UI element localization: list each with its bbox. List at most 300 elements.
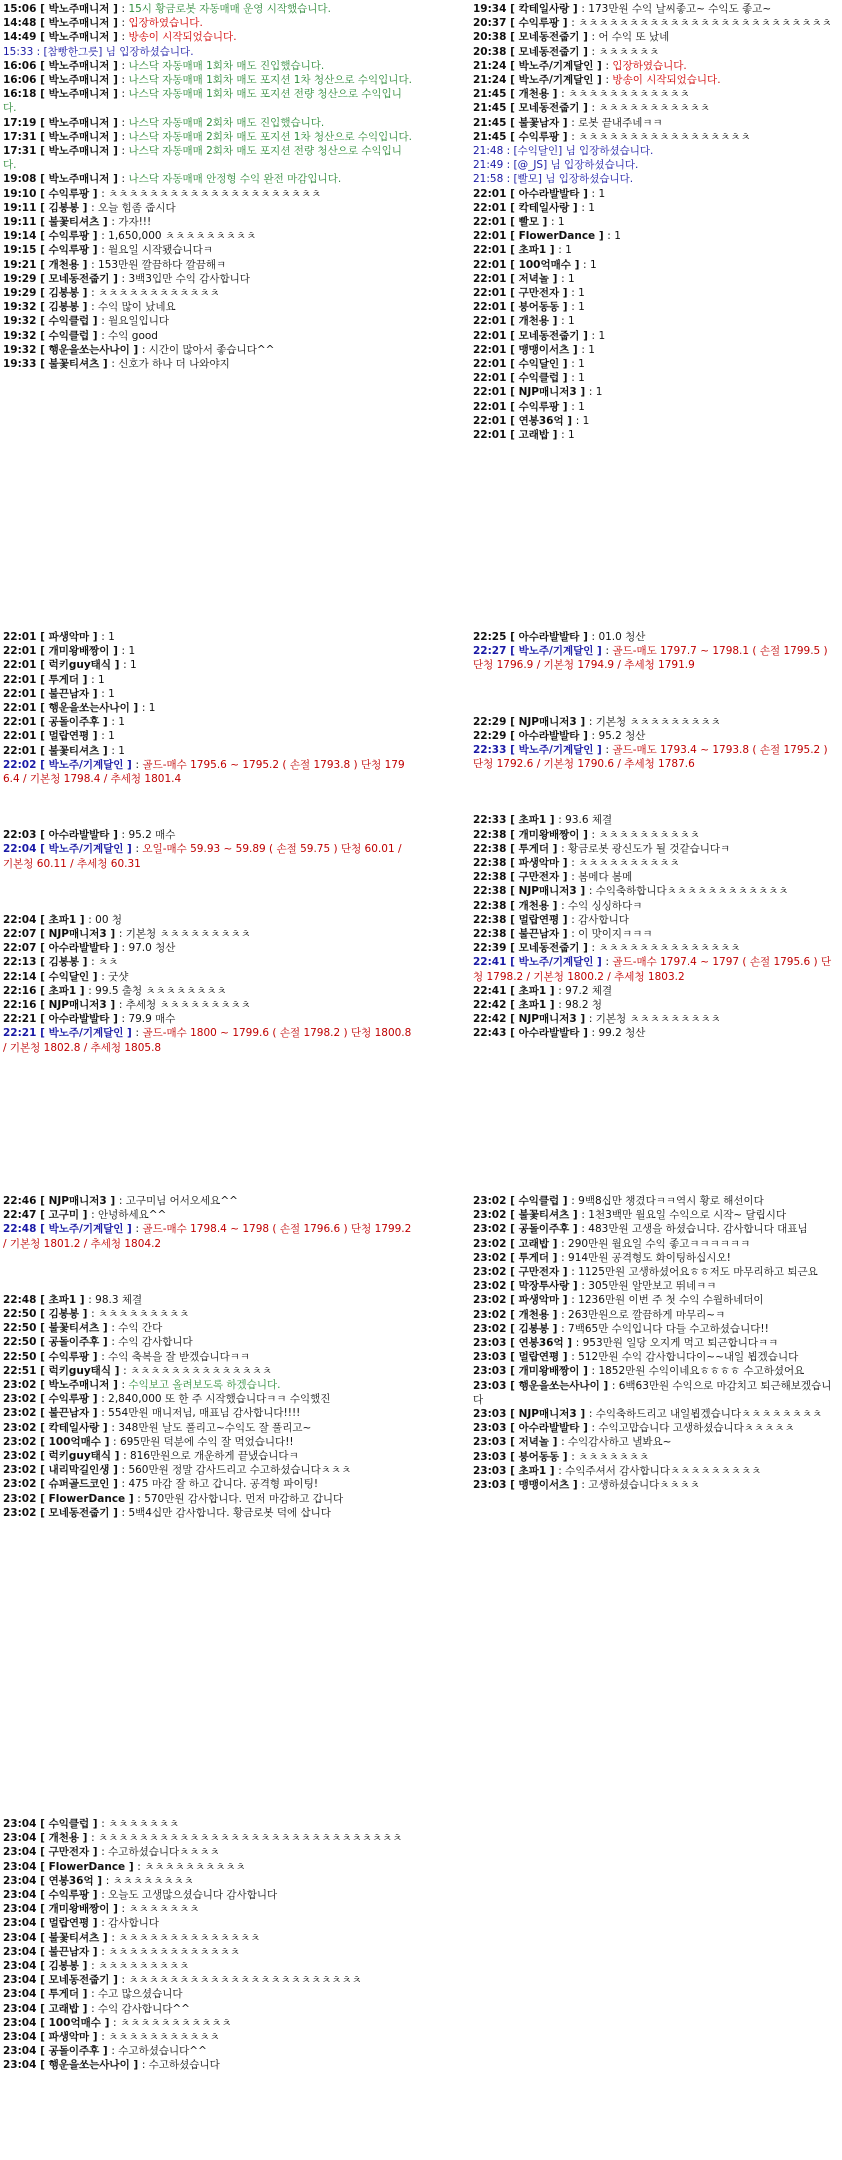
message-nickname: 내리막길인생 [48, 1464, 110, 1477]
message-nickname: 투게더 [518, 1251, 549, 1264]
message-separator: : [571, 913, 579, 926]
nick-bracket-close: ] [559, 1294, 572, 1307]
message-timestamp: 23:04 [3, 2059, 37, 2072]
message-text: 1 [118, 744, 125, 757]
message-timestamp: 23:02 [473, 1209, 507, 1222]
message-text: 오늘도 고생많으셨습니다 감사합니다 [108, 1889, 278, 1902]
nick-bracket-close: ] [109, 1379, 122, 1392]
message-timestamp: 23:04 [3, 1903, 37, 1916]
message-separator: : [91, 1308, 99, 1321]
message-text: 953만원 일당 오지게 먹고 퇴근합니다ㅋㅋ [582, 1337, 779, 1350]
message-separator: : [581, 1209, 589, 1222]
nick-bracket-close: ] [559, 871, 572, 884]
nick-bracket-close: ] [76, 984, 89, 997]
message-separator: : [111, 1421, 119, 1434]
message-text: 1 [578, 372, 585, 385]
message-separator: : [605, 956, 613, 969]
message-text: 2,840,000 또 한 주 시작했습니다ㅋㅋ 수익했진 [108, 1393, 331, 1406]
message-nickname: 구만전자 [518, 287, 560, 300]
message-nickname: 붕어동동 [518, 1450, 560, 1463]
chat-message [3, 1208, 412, 1222]
chat-message [3, 187, 412, 201]
nick-bracket-open: [ [506, 429, 519, 442]
nick-bracket-close: ] [549, 899, 562, 912]
chat-message [3, 343, 412, 357]
message-text: 1 [108, 687, 115, 700]
system-message: 21:49 : [@_JS] 님 입장하셨습니다. [473, 159, 639, 172]
chat-message [473, 1364, 839, 1378]
nick-bracket-close: ] [79, 1832, 92, 1845]
message-nickname: 수익루팡 [48, 244, 90, 257]
message-nickname: 불꽃티셔츠 [48, 358, 100, 371]
message-timestamp: 22:50 [3, 1322, 37, 1335]
nick-bracket-open: [ [506, 715, 519, 728]
nick-bracket-open: [ [36, 329, 49, 342]
chat-message [3, 2044, 412, 2058]
message-timestamp: 19:32 [3, 301, 37, 314]
nick-bracket-open: [ [36, 1393, 49, 1406]
chat-message [3, 30, 412, 44]
message-text: 7백65만 수익입니다 다들 수고하셨습니다!! [568, 1322, 769, 1335]
message-text: 안녕하세요^^ [98, 1209, 167, 1222]
message-separator: : [571, 1450, 579, 1463]
nick-bracket-close: ] [109, 74, 122, 87]
chat-message [3, 1831, 412, 1845]
message-separator: : [123, 659, 130, 672]
message-text: 1 [565, 244, 572, 257]
nick-bracket-close: ] [99, 1931, 112, 1944]
chat-message [473, 215, 839, 229]
nick-bracket-close: ] [546, 244, 559, 257]
nick-bracket-close: ] [538, 216, 551, 229]
nick-bracket-open: [ [36, 758, 49, 771]
chat-panel-6 [470, 1192, 842, 1832]
nick-bracket-open: [ [506, 287, 519, 300]
nick-bracket-open: [ [36, 1379, 49, 1392]
message-separator: : [558, 984, 566, 997]
message-nickname: NJP매니저3 [48, 1195, 107, 1207]
message-nickname: 수익달인 [518, 358, 560, 371]
message-timestamp: 16:18 [3, 88, 37, 101]
nick-bracket-open: [ [506, 999, 519, 1012]
chat-message [473, 286, 839, 300]
message-separator: : [121, 145, 129, 158]
nick-bracket-close: ] [546, 999, 559, 1012]
message-text: ㅊㅊㅊㅊㅊㅊㅊ [578, 1450, 650, 1463]
message-nickname: 박노주/기계달인 [518, 74, 594, 87]
message-nickname: 박노주/기계달인 [48, 843, 124, 856]
message-nickname: 모네동전줍기 [518, 31, 580, 44]
message-timestamp: 22:47 [3, 1209, 37, 1222]
line-gap [3, 1251, 412, 1293]
message-separator: : [591, 1027, 599, 1040]
message-separator: : [135, 1027, 143, 1040]
chat-message [473, 1464, 839, 1478]
message-timestamp: 22:01 [3, 730, 37, 743]
message-text: 수익 감사합니다 [118, 1336, 193, 1349]
message-separator: : [121, 3, 129, 15]
message-timestamp: 23:02 [473, 1237, 507, 1250]
chat-message [473, 314, 839, 328]
nick-bracket-close: ] [89, 1945, 102, 1958]
nick-bracket-open: [ [36, 116, 49, 129]
chat-message [3, 59, 412, 73]
message-separator: : [588, 1013, 596, 1026]
message-text: 수고 많으셨습니다 [98, 1988, 183, 2001]
message-separator: : [121, 1464, 129, 1477]
nick-bracket-open: [ [36, 673, 49, 686]
message-timestamp: 22:25 [473, 631, 507, 643]
message-nickname: 아수라발발타 [518, 187, 580, 200]
chat-message [3, 1293, 412, 1307]
nick-bracket-open: [ [36, 843, 49, 856]
nick-bracket-close: ] [576, 885, 589, 898]
message-timestamp: 23:02 [3, 1435, 37, 1448]
nick-bracket-open: [ [36, 702, 49, 715]
nick-bracket-open: [ [36, 301, 49, 314]
message-timestamp: 23:03 [473, 1464, 507, 1477]
nick-bracket-close: ] [99, 358, 112, 371]
nick-bracket-close: ] [559, 1450, 572, 1463]
message-timestamp: 22:01 [473, 244, 507, 257]
message-nickname: 행운을쏘는사나이 [48, 343, 130, 356]
message-text: ㅊㅊㅊㅊㅊㅊㅊㅊㅊㅊㅊ [108, 2031, 220, 2044]
message-separator: : [123, 1450, 130, 1463]
message-nickname: 고래밥 [518, 429, 549, 442]
nick-bracket-open: [ [36, 2002, 49, 2015]
message-timestamp: 23:02 [3, 1450, 37, 1463]
message-text: 79.9 매수 [128, 1013, 176, 1026]
message-text: 골드-매도 1797.7 ~ 1798.1 ( 손절 1799.5 ) 단청 1796.9 / 기본청 1794.9 / 추세청 1791.9 [473, 645, 828, 672]
chat-message [3, 1321, 412, 1335]
message-separator: : [605, 74, 613, 87]
chat-message [473, 842, 839, 856]
nick-bracket-close: ] [106, 999, 119, 1012]
message-nickname: 박노주매니저 [48, 173, 110, 186]
message-separator: : [111, 1931, 119, 1944]
message-separator: : [605, 645, 613, 658]
message-text: ㅊㅊㅊㅊㅊㅊㅊㅊㅊㅊㅊㅊㅊㅊㅊㅊㅊㅊㅊㅊㅊㅊㅊㅊㅊㅊㅊㅊㅊㅊ [98, 1832, 403, 1845]
nick-bracket-close: ] [76, 1293, 89, 1306]
nick-bracket-close: ] [549, 1322, 562, 1335]
message-separator: : [121, 1478, 129, 1491]
message-text: 오늘 힘좀 줍시다 [98, 201, 176, 214]
message-text: 99.5 출청 ㅊㅊㅊㅊㅊㅊㅊㅊ [95, 984, 227, 997]
chat-message [473, 1435, 839, 1449]
chat-message [3, 16, 412, 30]
message-text: 1 [108, 730, 115, 743]
message-text: 1 [578, 400, 585, 413]
message-nickname: 불꽃티셔츠 [48, 1931, 100, 1944]
message-timestamp: 23:04 [3, 1931, 37, 1944]
chat-message [473, 1026, 839, 1040]
message-separator: : [561, 315, 569, 328]
message-separator: : [561, 899, 569, 912]
message-nickname: 수익클럽 [48, 315, 90, 328]
message-timestamp: 22:41 [473, 956, 507, 969]
nick-bracket-open: [ [36, 1874, 49, 1887]
chat-message [473, 300, 839, 314]
nick-bracket-close: ] [559, 913, 572, 926]
message-nickname: 김봉봉 [48, 1308, 79, 1321]
chat-message [3, 1945, 412, 1959]
message-nickname: 칵테일사랑 [518, 3, 570, 15]
message-nickname: 초파1 [48, 913, 77, 926]
nick-bracket-open: [ [36, 659, 49, 672]
nick-bracket-open: [ [506, 187, 519, 200]
message-timestamp: 22:39 [473, 942, 507, 955]
message-timestamp: 23:02 [473, 1308, 507, 1321]
message-timestamp: 19:33 [3, 358, 37, 371]
message-timestamp: 19:14 [3, 230, 37, 243]
line-gap [473, 673, 839, 715]
message-timestamp: 22:01 [473, 414, 507, 427]
message-separator: : [558, 244, 566, 257]
chat-message [3, 913, 412, 927]
message-timestamp: 22:01 [473, 301, 507, 314]
message-nickname: NJP매니저3 [518, 1408, 577, 1421]
message-text: 수익 감사합니다^^ [98, 2002, 190, 2015]
chat-message [473, 73, 839, 87]
nick-bracket-open: [ [36, 17, 49, 30]
message-text: 기본청 ㅊㅊㅊㅊㅊㅊㅊㅊㅊ [125, 928, 251, 941]
message-nickname: 공돌이주후 [518, 1223, 570, 1236]
message-separator: : [121, 829, 129, 842]
message-text: ㅊㅊㅊㅊㅊㅊㅊ [128, 1903, 200, 1916]
chat-message [473, 729, 839, 743]
chat-message [3, 941, 412, 955]
message-nickname: 초파1 [518, 999, 547, 1012]
nick-bracket-open: [ [36, 1492, 49, 1505]
nick-bracket-open: [ [36, 1960, 49, 1973]
chat-message [3, 1350, 412, 1364]
message-timestamp: 15:06 [3, 3, 37, 15]
message-text: 수익보고 올려보도록 하겠습니다. [128, 1379, 281, 1392]
message-nickname: 칵테일사랑 [518, 201, 570, 214]
message-text: 560만원 정말 감사드리고 수고하셨습니다ㅊㅊㅊ [128, 1464, 352, 1477]
message-timestamp: 22:01 [3, 687, 37, 700]
message-separator: : [101, 315, 109, 328]
message-separator: : [561, 1322, 569, 1335]
message-nickname: 김봉봉 [48, 1960, 79, 1973]
message-timestamp: 23:02 [473, 1322, 507, 1335]
message-timestamp: 22:01 [3, 702, 37, 715]
chat-message [3, 1012, 412, 1026]
nick-bracket-open: [ [36, 1308, 49, 1321]
nick-bracket-close: ] [89, 329, 102, 342]
message-nickname: 불꽃티셔츠 [518, 1209, 570, 1222]
message-nickname: 개미왕배짱이 [518, 1365, 580, 1378]
nick-bracket-open: [ [36, 1945, 49, 1958]
nick-bracket-open: [ [36, 1336, 49, 1349]
nick-bracket-open: [ [36, 1322, 49, 1335]
message-text: 6백63만원 수익으로 마감치고 퇴근해보겠습니다 [473, 1379, 832, 1406]
nick-bracket-open: [ [506, 1408, 519, 1421]
message-text: 570만원 감사합니다. 먼저 마감하고 갑니다 [144, 1492, 344, 1505]
message-separator: : [591, 631, 599, 643]
message-separator: : [101, 244, 109, 257]
system-message: 21:58 : [빨모] 님 입장하셨습니다. [473, 173, 634, 186]
nick-bracket-close: ] [110, 1364, 124, 1377]
nick-bracket-close: ] [89, 1917, 102, 1930]
nick-bracket-open: [ [506, 913, 519, 926]
message-separator: : [571, 928, 579, 941]
nick-bracket-close: ] [579, 631, 592, 643]
nick-bracket-close: ] [109, 1974, 122, 1987]
message-text: 1 [589, 258, 597, 271]
chat-message [3, 630, 412, 644]
chat-message [473, 343, 839, 357]
message-timestamp: 22:46 [3, 1195, 37, 1207]
chat-message [3, 758, 412, 786]
chat-message [473, 941, 839, 955]
message-timestamp: 23:04 [3, 2016, 37, 2029]
nick-bracket-close: ] [549, 1251, 562, 1264]
message-text: ㅊㅊㅊㅊㅊㅊㅊㅊㅊㅊㅊㅊㅊㅊㅊㅊㅊㅊㅊㅊㅊㅊㅊ [128, 1974, 362, 1987]
message-nickname: 모네동전줍기 [48, 1506, 110, 1519]
message-text: 97.0 청산 [128, 942, 176, 955]
message-timestamp: 23:04 [3, 2031, 37, 2044]
message-timestamp: 22:50 [3, 1350, 37, 1363]
nick-bracket-open: [ [506, 17, 519, 30]
nick-bracket-open: [ [506, 116, 519, 129]
message-timestamp: 23:03 [473, 1479, 507, 1492]
chat-message [3, 357, 412, 371]
nick-bracket-close: ] [109, 272, 122, 285]
chat-message [3, 1959, 412, 1973]
nick-bracket-close: ] [559, 17, 572, 30]
chat-message [3, 201, 412, 215]
message-nickname: 연봉36억 [518, 1337, 564, 1350]
chat-message [3, 1378, 412, 1392]
message-separator: : [111, 716, 119, 729]
nick-bracket-open: [ [36, 687, 49, 700]
message-timestamp: 23:02 [3, 1421, 37, 1434]
message-timestamp: 23:02 [473, 1294, 507, 1307]
nick-bracket-open: [ [36, 3, 49, 15]
message-text: 수익축하드리고 내일뵙겠습니다ㅊㅊㅊㅊㅊㅊㅊㅊ [595, 1408, 823, 1421]
chat-message [3, 1874, 412, 1888]
message-timestamp: 22:01 [473, 343, 507, 356]
nick-bracket-close: ] [110, 659, 124, 672]
chat-message [3, 729, 412, 743]
nick-bracket-open: [ [36, 358, 49, 371]
message-timestamp: 22:48 [3, 1293, 37, 1306]
message-timestamp: 19:15 [3, 244, 37, 257]
nick-bracket-open: [ [36, 1988, 49, 2001]
nick-bracket-open: [ [506, 88, 519, 101]
nick-bracket-close: ] [546, 1464, 559, 1477]
chat-message [3, 1222, 412, 1250]
message-text: 1 [578, 358, 585, 371]
message-separator: : [571, 372, 579, 385]
nick-bracket-open: [ [506, 928, 519, 941]
message-separator: : [571, 1266, 579, 1279]
nick-bracket-close: ] [99, 216, 112, 229]
message-text: 시간이 많아서 좋습니다^^ [148, 343, 275, 356]
message-timestamp: 22:38 [473, 828, 507, 841]
nick-bracket-open: [ [506, 1479, 519, 1492]
chat-message [473, 371, 839, 385]
message-separator: : [581, 201, 589, 214]
message-timestamp: 14:49 [3, 31, 37, 44]
nick-bracket-open: [ [506, 1422, 519, 1435]
nick-bracket-open: [ [36, 942, 49, 955]
message-nickname: 불끈남자 [518, 928, 560, 941]
nick-bracket-close: ] [109, 1478, 122, 1491]
nick-bracket-close: ] [569, 343, 582, 356]
nick-bracket-open: [ [36, 315, 49, 328]
message-text: 입장하였습니다. [612, 59, 687, 72]
nick-bracket-open: [ [36, 984, 49, 997]
nick-bracket-open: [ [506, 230, 519, 243]
chat-message [3, 1973, 412, 1987]
message-separator: : [561, 1251, 569, 1264]
message-nickname: 수익루팡 [48, 1393, 90, 1406]
message-separator: : [91, 1988, 99, 2001]
message-timestamp: 23:04 [3, 1874, 37, 1887]
nick-bracket-close: ] [123, 843, 136, 856]
chat-message [3, 1392, 412, 1406]
chat-message [473, 1336, 839, 1350]
message-nickname: 아수라발발타 [48, 1013, 110, 1026]
message-nickname: 100억매수 [48, 1435, 101, 1448]
nick-bracket-close: ] [106, 928, 119, 941]
nick-bracket-open: [ [36, 2016, 49, 2029]
nick-bracket-open: [ [36, 730, 49, 743]
message-nickname: 투게더 [518, 842, 549, 855]
message-separator: : [141, 2059, 149, 2072]
nick-bracket-open: [ [36, 2059, 49, 2072]
message-separator: : [121, 645, 129, 658]
nick-bracket-close: ] [89, 730, 102, 743]
nick-bracket-open: [ [36, 631, 49, 643]
nick-bracket-close: ] [89, 1818, 102, 1830]
nick-bracket-close: ] [563, 414, 576, 427]
message-text: 굿샷 [108, 970, 129, 983]
nick-bracket-open: [ [36, 31, 49, 44]
nick-bracket-close: ] [100, 2016, 114, 2029]
message-timestamp: 22:43 [473, 1027, 507, 1040]
nick-bracket-open: [ [36, 1464, 49, 1477]
message-timestamp: 22:38 [473, 842, 507, 855]
chat-message [473, 187, 839, 201]
chat-message [3, 172, 412, 186]
nick-bracket-close: ] [579, 729, 592, 742]
chat-message [473, 899, 839, 913]
message-nickname: 멀랍연평 [48, 1917, 90, 1930]
chat-message [473, 1421, 839, 1435]
chat-message [3, 744, 412, 758]
chat-message [473, 828, 839, 842]
chat-message [473, 1222, 839, 1236]
nick-bracket-close: ] [593, 744, 606, 757]
line-gap [3, 871, 412, 913]
nick-bracket-open: [ [36, 244, 49, 257]
message-separator: : [123, 1364, 130, 1377]
message-nickname: 모네동전줍기 [518, 329, 580, 342]
message-timestamp: 21:24 [473, 74, 507, 87]
nick-bracket-close: ] [576, 1013, 589, 1026]
message-nickname: NJP매니저3 [518, 1013, 577, 1026]
message-separator: : [121, 942, 129, 955]
nick-bracket-open: [ [36, 1435, 49, 1448]
message-separator: : [91, 1209, 99, 1222]
chat-panel-7 [0, 1815, 415, 2160]
message-text: 수익 good [108, 329, 158, 342]
message-separator: : [611, 1379, 619, 1392]
message-timestamp: 23:03 [473, 1408, 507, 1421]
